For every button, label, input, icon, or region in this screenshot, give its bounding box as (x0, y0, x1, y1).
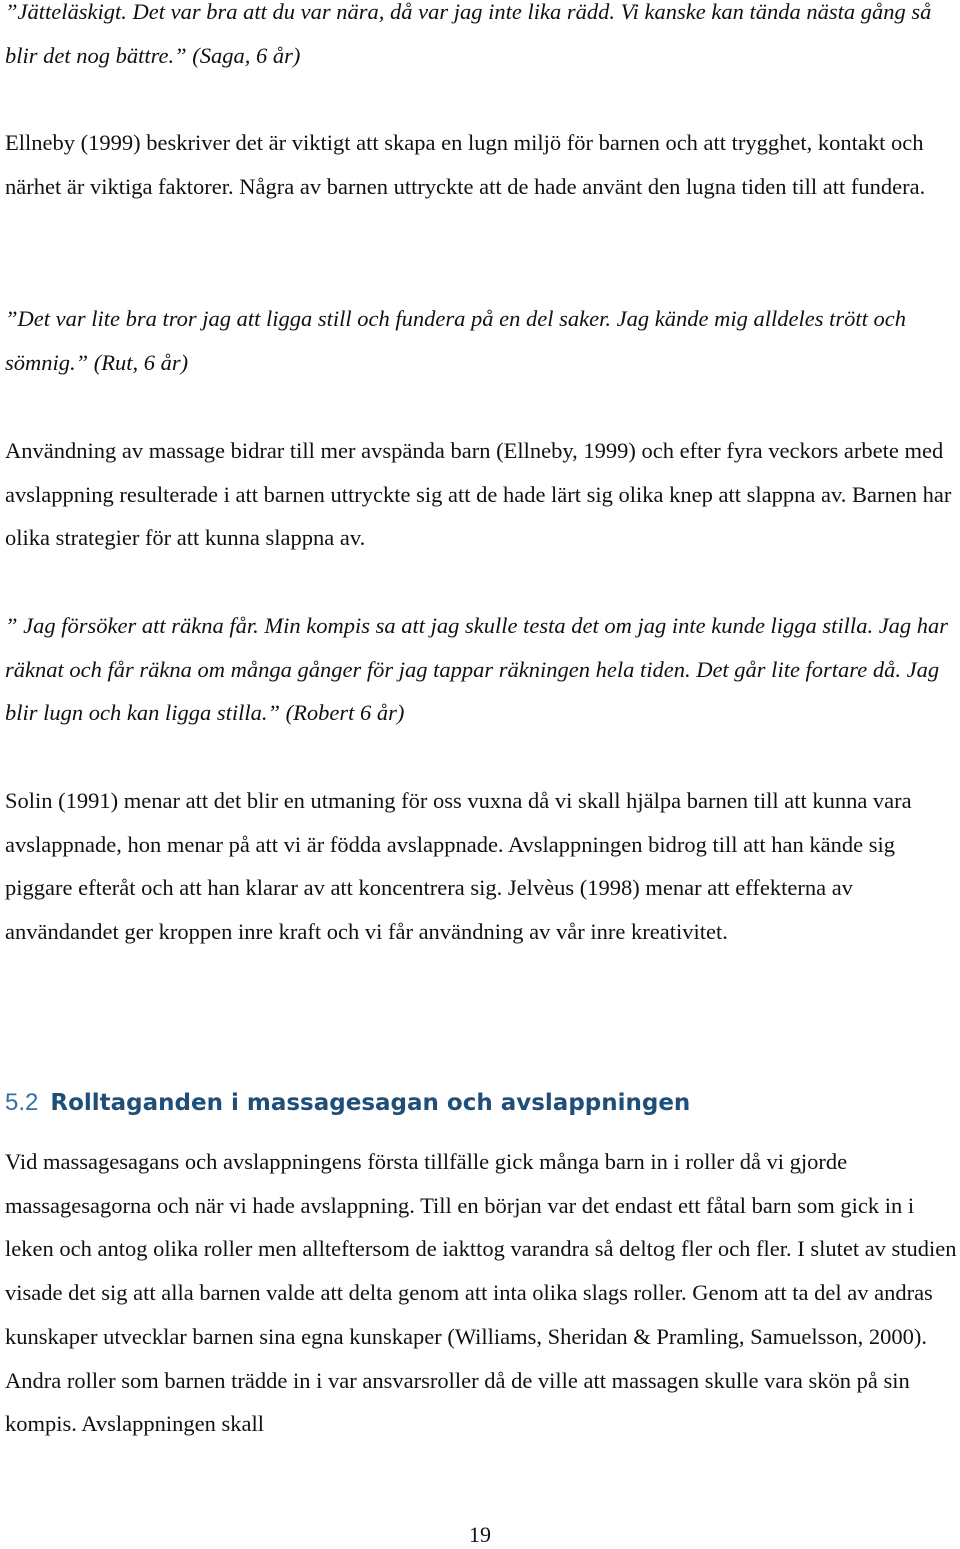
section-number: 5.2 (5, 1089, 39, 1116)
section-heading (5, 1082, 690, 1123)
quote-rut: ”Det var lite bra tror jag att ligga still och fundera på en del saker. Jag kände mig alldeles trött och sömnig.” (Rut, 6 år) (5, 306, 906, 375)
paragraph-solin: Solin (1991) menar att det blir en utmaning för oss vuxna då vi skall hjälpa barnen till att kunna vara avslappnade, hon menar på att vi är födda avslappnade. Avslappningen bidrog till att han kände sig piggare efteråt och att han klarar av att koncentrera sig. Jelvèus (1998) menar att effekterna av användandet ger kroppen inre kraft och vi får användning av vår inre kreativitet. (5, 788, 912, 945)
quote-robert: ” Jag försöker att räkna får. Min kompis sa att jag skulle testa det om jag inte kunde ligga stilla. Jag har räknat och får räkna om många gånger för jag tappar räkningen hela tiden. Det går lite fortare då. Jag blir lugn och kan ligga stilla.” (Robert 6 år) (5, 613, 949, 725)
paragraph-massage: Användning av massage bidrar till mer avspända barn (Ellneby, 1999) och efter fyra veckors arbete med avslappning resulterade i att barnen uttryckte sig att de hade lärt sig olika knep att slappna av. Barnen har olika strategier för att kunna slappna av. (5, 438, 952, 551)
page-number: 19 (469, 1522, 491, 1547)
quote-saga: ”Jätteläskigt. Det var bra att du var nära, då var jag inte lika rädd. Vi kanske kan tända nästa gång så blir det nog bättre.” (Saga, 6 år) (5, 0, 932, 68)
section-title: Rolltaganden i massagesagan och avslappningen (50, 1090, 691, 1116)
paragraph-ellneby-miljo: Ellneby (1999) beskriver det är viktigt att skapa en lugn miljö för barnen och att trygghet, kontakt och närhet är viktiga faktorer. Några av barnen uttryckte att de hade använt den lugna tiden till att fundera. (5, 130, 926, 199)
paragraph-rolltaganden: Vid massagesagans och avslappningens första tillfälle gick många barn in i roller då vi gjorde massagesagorna och när vi hade avslappning. Till en början var det endast ett fåtal barn som gick in i leken och antog olika roller men allteftersom de iakttog varandra så deltog fler och fler. I slutet av studien visade det sig att alla barnen valde att delta genom att inta olika slags roller. Genom att ta del av andras kunskaper utvecklar barnen sina egna kunskaper (Williams, Sheridan & Pramling, Samuelsson, 2000). Andra roller som barnen trädde in i var ansvarsroller då de ville att massagen skulle vara skön på sin kompis. Avslappningen skall (5, 1149, 957, 1437)
